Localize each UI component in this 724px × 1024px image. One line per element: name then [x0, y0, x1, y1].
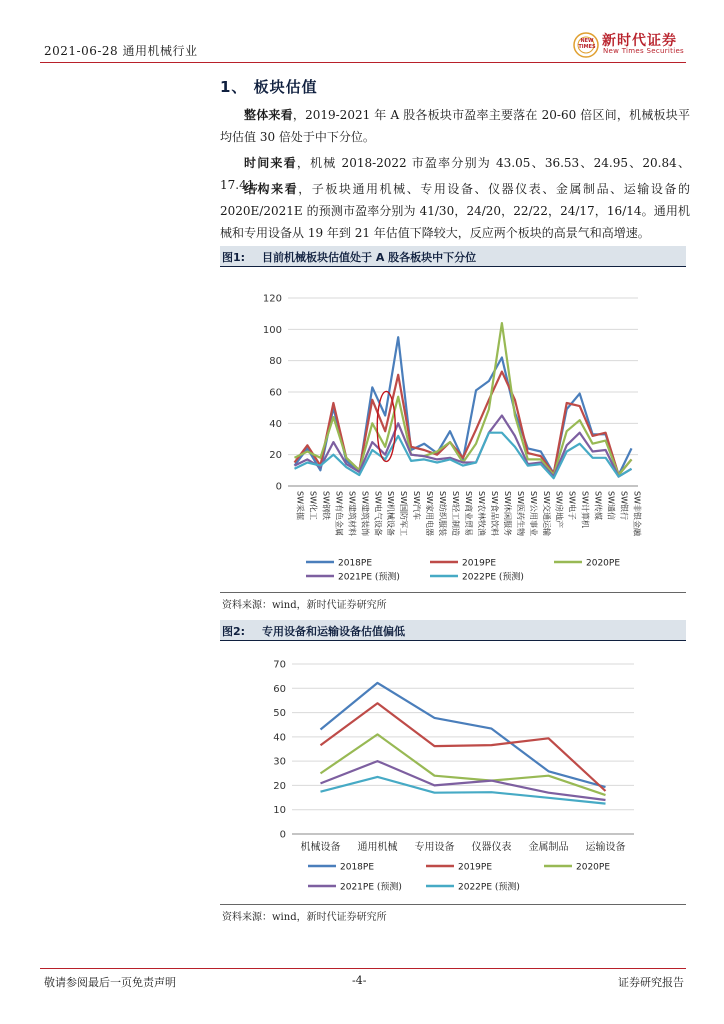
x-tick-label: SW采掘	[295, 491, 305, 520]
x-tick-label: SW计算机	[580, 491, 590, 528]
x-tick-label: SW电子	[567, 491, 577, 520]
x-tick-label: SW轻工制造	[451, 491, 461, 536]
legend-label: 2018PE	[340, 862, 375, 873]
x-tick-label: 运输设备	[585, 842, 626, 853]
figure-label: 图2:	[222, 625, 246, 638]
figure-2-rule	[220, 640, 686, 641]
header-divider	[40, 62, 686, 63]
series-line	[321, 734, 606, 795]
figure-1-caption	[220, 246, 686, 266]
x-tick-label: SW房地产	[554, 491, 564, 528]
legend-label: 2019PE	[458, 862, 493, 873]
y-tick-label: 70	[273, 659, 286, 671]
x-tick-label: 金属制品	[528, 842, 569, 853]
x-tick-label: SW家用电器	[425, 491, 435, 536]
paragraph-text: ，机械 2018-2022 市盈率分别为 43.05、36.53、24.95、20.84、17.41;	[220, 156, 690, 192]
footer-divider	[40, 968, 686, 969]
y-tick-label: 10	[273, 805, 286, 817]
y-tick-label: 120	[262, 293, 282, 305]
legend-label: 2020PE	[586, 558, 621, 569]
figure-title: 专用设备和运输设备估值偏低	[262, 625, 405, 638]
y-tick-label: 40	[273, 732, 286, 744]
x-tick-label: SW建筑材料	[347, 491, 357, 536]
series-line	[321, 683, 606, 787]
legend-label: 2021PE (预测)	[338, 572, 400, 583]
figure-title: 目前机械板块估值处于 A 股各板块中下分位	[262, 251, 477, 264]
paragraph-structure	[220, 178, 690, 244]
figure-2-caption	[220, 620, 686, 640]
y-tick-label: 0	[279, 829, 286, 841]
figure-2-source: 资料来源：wind，新时代证券研究所	[222, 912, 387, 923]
legend-label: 2022PE (预测)	[462, 572, 524, 583]
y-tick-label: 100	[262, 324, 282, 336]
x-tick-label: SW传媒	[593, 491, 603, 520]
x-tick-label: SW纺织服装	[438, 491, 448, 536]
legend-label: 2019PE	[462, 558, 497, 569]
x-tick-label: 专用设备	[414, 842, 455, 853]
paragraph-lead: 结构来看	[244, 182, 299, 196]
x-tick-label: SW银行	[619, 491, 629, 520]
x-tick-label: SW医药生物	[515, 491, 525, 536]
legend-label: 2018PE	[338, 558, 373, 569]
paragraph-overall	[220, 104, 690, 148]
x-tick-label: SW电气设备	[373, 491, 383, 536]
logo-subtitle: New Times Securities	[603, 47, 684, 55]
x-tick-label: 机械设备	[300, 842, 341, 853]
x-tick-label: SW非银金融	[632, 491, 642, 536]
x-tick-label: SW农林牧渔	[476, 491, 486, 536]
figure-2-chart	[220, 648, 686, 900]
x-tick-label: SW钢铁	[321, 491, 331, 520]
paragraph-text: ，2019-2021 年 A 股各板块市盈率主要落在 20-60 倍区间，机械板块平均估值 30 倍处于中下分位。	[220, 108, 690, 144]
y-tick-label: 20	[273, 780, 286, 792]
figure-1-source: 资料来源：wind，新时代证券研究所	[222, 600, 387, 611]
x-tick-label: 通用机械	[357, 842, 398, 853]
y-tick-label: 30	[273, 756, 286, 768]
x-tick-label: SW有色金属	[334, 491, 344, 536]
footer-report-type: 证券研究报告	[618, 976, 684, 989]
x-tick-label: SW商业贸易	[464, 491, 473, 536]
x-tick-label: 仪器仪表	[471, 842, 512, 853]
x-tick-label: SW食品饮料	[489, 491, 499, 536]
paragraph-lead: 整体来看	[244, 108, 293, 122]
y-tick-label: 80	[269, 356, 282, 368]
paragraph-text: ，子板块通用机械、专用设备、仪器仪表、金属制品、运输设备的 2020E/2021E 的预测市盈率分别为 41/30，24/20，22/22，24/17，16/14。通用机械和专用设备从 19 年到 21 年估值下降较大，反应两个板块的高景气和高增速。	[220, 182, 690, 240]
figure-1-chart	[220, 270, 686, 590]
logo-text: 新时代证券	[602, 33, 677, 49]
paragraph-lead: 时间来看	[244, 156, 297, 170]
figure-1-rule	[220, 266, 686, 267]
x-tick-label: SW国防军工	[399, 491, 409, 536]
legend-label: 2021PE (预测)	[340, 882, 402, 893]
header-date-industry: 2021-06-28 通用机械行业	[44, 44, 198, 58]
legend-label: 2022PE (预测)	[458, 882, 520, 893]
y-tick-label: 40	[269, 418, 282, 430]
page-number: -4-	[352, 974, 367, 987]
section-title: 1、 板块估值	[220, 78, 318, 96]
y-tick-label: 60	[273, 683, 286, 695]
y-tick-label: 20	[269, 450, 282, 462]
figure-label: 图1:	[222, 251, 246, 264]
figure-2-source-rule	[220, 904, 686, 905]
logo-badge: NEW TIMES	[578, 38, 596, 50]
legend-label: 2020PE	[576, 862, 611, 873]
x-tick-label: SW通信	[606, 491, 616, 520]
x-tick-label: SW机械设备	[386, 491, 396, 536]
x-tick-label: SW公用事业	[528, 491, 538, 536]
x-tick-label: SW交通运输	[541, 491, 551, 536]
x-tick-label: SW休闲服务	[502, 491, 512, 536]
x-tick-label: SW化工	[308, 491, 318, 520]
y-tick-label: 50	[273, 708, 286, 720]
y-tick-label: 60	[269, 387, 282, 399]
figure-1-source-rule	[220, 592, 686, 593]
footer-disclaimer: 敬请参阅最后一页免责声明	[44, 976, 176, 989]
x-tick-label: SW建筑装饰	[360, 491, 370, 536]
x-tick-label: SW汽车	[412, 491, 422, 520]
y-tick-label: 0	[275, 481, 282, 493]
